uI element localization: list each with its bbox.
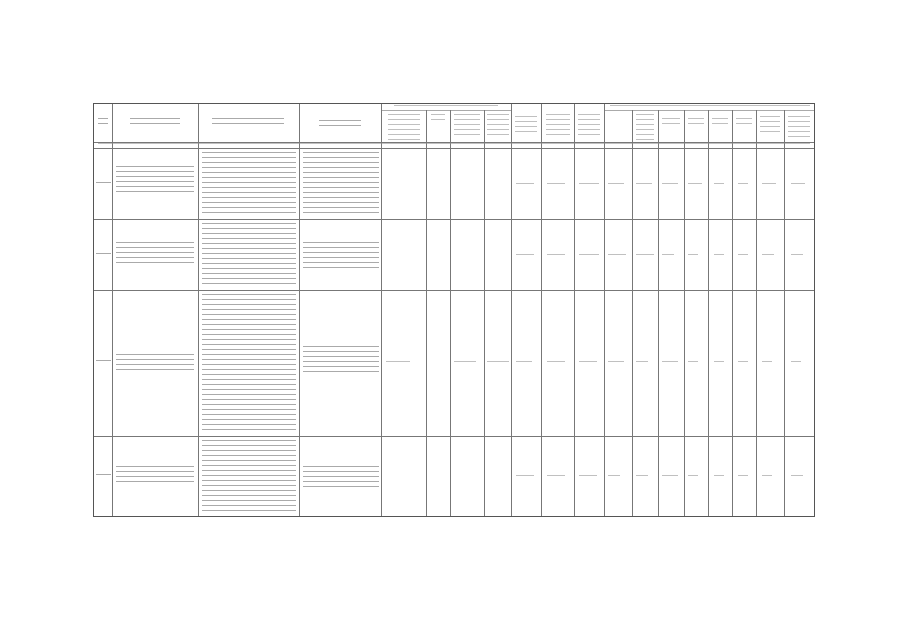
header-subcell: [688, 118, 704, 128]
col-divider: [484, 110, 485, 516]
col-divider: [511, 104, 512, 516]
document-table: [93, 103, 815, 517]
col-divider: [756, 110, 757, 516]
col-divider: [450, 110, 451, 516]
row-4-value: [662, 475, 678, 479]
col-divider: [784, 110, 785, 516]
row-divider-1: [94, 219, 814, 220]
row-1-value: [579, 183, 599, 187]
row-1-justification: [202, 152, 296, 214]
row-3-value: [579, 361, 597, 365]
row-2-value: [636, 254, 654, 258]
row-2-value: [714, 254, 724, 258]
header-subcell: [454, 114, 480, 136]
col-divider: [684, 110, 685, 516]
row-4-value: [714, 475, 724, 479]
row-3-value: [762, 361, 772, 365]
row-1-value: [547, 183, 565, 187]
row-1-value: [714, 183, 724, 187]
row-2-value: [608, 254, 626, 258]
header-group-left: [394, 105, 498, 109]
col-divider: [632, 110, 633, 516]
header-cell: [578, 114, 600, 136]
row-4-name: [116, 466, 194, 486]
row-2-value: [579, 254, 599, 258]
col-divider: [658, 110, 659, 516]
row-divider-3: [94, 436, 814, 437]
row-3-value: [516, 361, 532, 365]
row-1-value: [662, 183, 678, 187]
row-4-justification: [202, 440, 296, 514]
row-4-value: [688, 475, 698, 479]
row-2-value: [516, 254, 534, 258]
row-3-number: [96, 360, 111, 364]
row-3-value: [547, 361, 565, 365]
col-divider: [574, 104, 575, 516]
row-1-description: [303, 152, 379, 214]
row-2-value: [547, 254, 565, 258]
header-group-right: [610, 105, 810, 109]
row-1-value: [791, 183, 805, 187]
row-3-value: [608, 361, 624, 365]
header-cell-number: [98, 118, 108, 128]
row-2-value: [791, 254, 803, 258]
row-2-value: [688, 254, 698, 258]
col-divider: [708, 110, 709, 516]
header-subcell: [736, 118, 752, 128]
column-number-row-line: [94, 148, 814, 149]
header-cell-justification: [212, 118, 284, 128]
row-4-description: [303, 466, 379, 488]
row-1-value: [762, 183, 776, 187]
col-divider: [604, 104, 605, 516]
header-subcell: [662, 118, 680, 128]
col-divider: [198, 104, 199, 516]
group-header-line-left: [381, 110, 511, 111]
row-divider-2: [94, 290, 814, 291]
row-3-value: [662, 361, 678, 365]
row-3-value: [714, 361, 724, 365]
row-2-number: [96, 253, 111, 257]
group-header-line-right: [604, 110, 814, 111]
header-subcell: [487, 114, 509, 136]
row-3-description: [303, 346, 379, 376]
row-2-value: [762, 254, 774, 258]
row-1-number: [96, 182, 111, 186]
row-4-value: [547, 475, 565, 479]
header-subcell: [431, 114, 445, 124]
header-subcell: [788, 116, 810, 140]
row-1-value: [608, 183, 624, 187]
row-1-name: [116, 166, 194, 192]
header-subcell: [636, 114, 654, 140]
header-cell-name: [130, 118, 180, 128]
row-2-name: [116, 242, 194, 264]
row-3-value: [688, 361, 698, 365]
row-1-value: [738, 183, 748, 187]
row-4-number: [96, 474, 111, 478]
row-3-value: [487, 361, 509, 365]
row-3-value: [454, 361, 476, 365]
row-4-value: [762, 475, 772, 479]
row-1-value: [516, 183, 534, 187]
row-3-value: [738, 361, 748, 365]
header-cell-description: [319, 120, 361, 126]
row-3-value: [386, 361, 410, 365]
row-2-description: [303, 242, 379, 270]
row-4-value: [516, 475, 534, 479]
header-cell: [515, 116, 537, 136]
col-divider: [541, 104, 542, 516]
row-4-value: [608, 475, 620, 479]
row-3-name: [116, 354, 194, 370]
header-subcell: [388, 114, 420, 140]
header-subcell: [760, 116, 780, 134]
row-2-justification: [202, 223, 296, 285]
row-4-value: [636, 475, 648, 479]
row-3-justification: [202, 294, 296, 432]
column-number-strip: [98, 143, 810, 147]
row-4-value: [738, 475, 748, 479]
col-divider: [732, 110, 733, 516]
col-divider: [381, 104, 382, 516]
row-4-value: [579, 475, 597, 479]
col-divider: [299, 104, 300, 516]
row-2-value: [738, 254, 748, 258]
row-4-value: [791, 475, 803, 479]
row-3-value: [791, 361, 801, 365]
row-1-value: [688, 183, 702, 187]
row-3-value: [636, 361, 648, 365]
col-divider: [112, 104, 113, 516]
row-2-value: [662, 254, 674, 258]
header-cell: [546, 114, 570, 136]
col-divider: [426, 110, 427, 516]
header-subcell: [712, 118, 728, 128]
row-1-value: [636, 183, 652, 187]
